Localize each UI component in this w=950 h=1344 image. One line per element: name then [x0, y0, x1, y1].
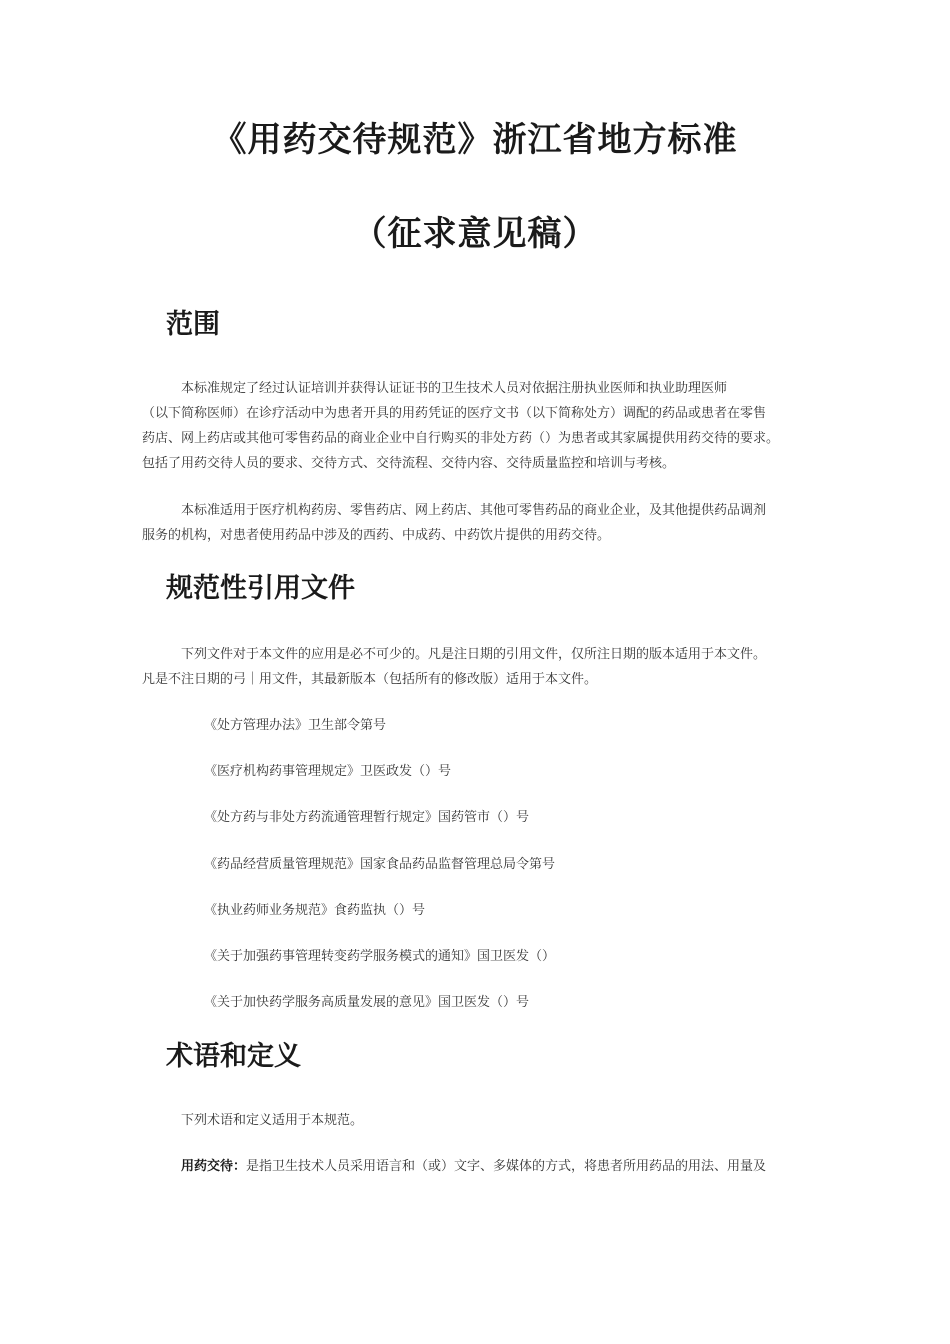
- reference-item: 《处方管理办法》卫生部令第号: [204, 718, 387, 733]
- reference-list: [204, 716, 555, 1039]
- reference-item: 《关于加强药事管理转变药学服务模式的通知》国卫医发（）: [204, 948, 556, 964]
- section-heading-terms: 术语和定义: [166, 1041, 301, 1072]
- scope-paragraph-1: [142, 376, 814, 476]
- reference-item: 《药品经营质量管理规范》国家食品药品监督管理总局令第号: [204, 856, 556, 872]
- paragraph-line: 药店、网上药店或其他可零售药品的商业企业中自行购买的非处方药（）为患者或其家属提供用药交待的要求。: [142, 431, 780, 446]
- terms-intro-paragraph: 下列术语和定义适用于本规范。: [181, 1113, 364, 1128]
- document-title: 《用药交待规范》浙江省地方标准: [212, 120, 738, 160]
- paragraph-line: （以下简称医师）在诊疗活动中为患者开具的用药凭证的医疗文书（以下简称处方）调配的药品或患者在零售: [142, 406, 767, 421]
- scope-paragraph-2: [142, 498, 814, 548]
- reference-item: 《处方药与非处方药流通管理暂行规定》国药管市（）号: [204, 810, 530, 826]
- term-label: 用药交待：: [181, 1159, 247, 1174]
- term-text: 是指卫生技术人员采用语言和（或）文字、多媒体的方式，将患者所用药品的用法、用量及: [246, 1159, 767, 1174]
- reference-item: 《执业药师业务规范》食药监执（）号: [204, 902, 426, 918]
- references-intro-paragraph: [142, 642, 814, 692]
- term-definition: [181, 1156, 766, 1178]
- document-subtitle: （征求意见稿）: [352, 214, 598, 254]
- paragraph-line: 本标准规定了经过认证培训并获得认证证书的卫生技术人员对依据注册执业医师和执业助理医师: [181, 381, 728, 396]
- paragraph-line: 下列文件对于本文件的应用是必不可少的。凡是注日期的引用文件，仅所注日期的版本适用于本文件。: [181, 647, 767, 662]
- paragraph-line: 服务的机构，对患者使用药品中涉及的西药、中成药、中药饮片提供的用药交待。: [142, 528, 611, 543]
- section-heading-scope: 范围: [166, 309, 220, 340]
- reference-item: 《关于加快药学服务高质量发展的意见》国卫医发（）号: [204, 995, 530, 1011]
- section-heading-references: 规范性引用文件: [166, 573, 355, 604]
- reference-item: 《医疗机构药事管理规定》卫医政发（）号: [204, 764, 452, 780]
- paragraph-line: 本标准适用于医疗机构药房、零售药店、网上药店、其他可零售药品的商业企业，及其他提供药品调剂: [181, 503, 767, 518]
- paragraph-line: 包括了用药交待人员的要求、交待方式、交待流程、交待内容、交待质量监控和培训与考核。: [142, 456, 676, 471]
- paragraph-line: 凡是不注日期的弓｜用文件，其最新版本（包括所有的修改版）适用于本文件。: [142, 672, 598, 687]
